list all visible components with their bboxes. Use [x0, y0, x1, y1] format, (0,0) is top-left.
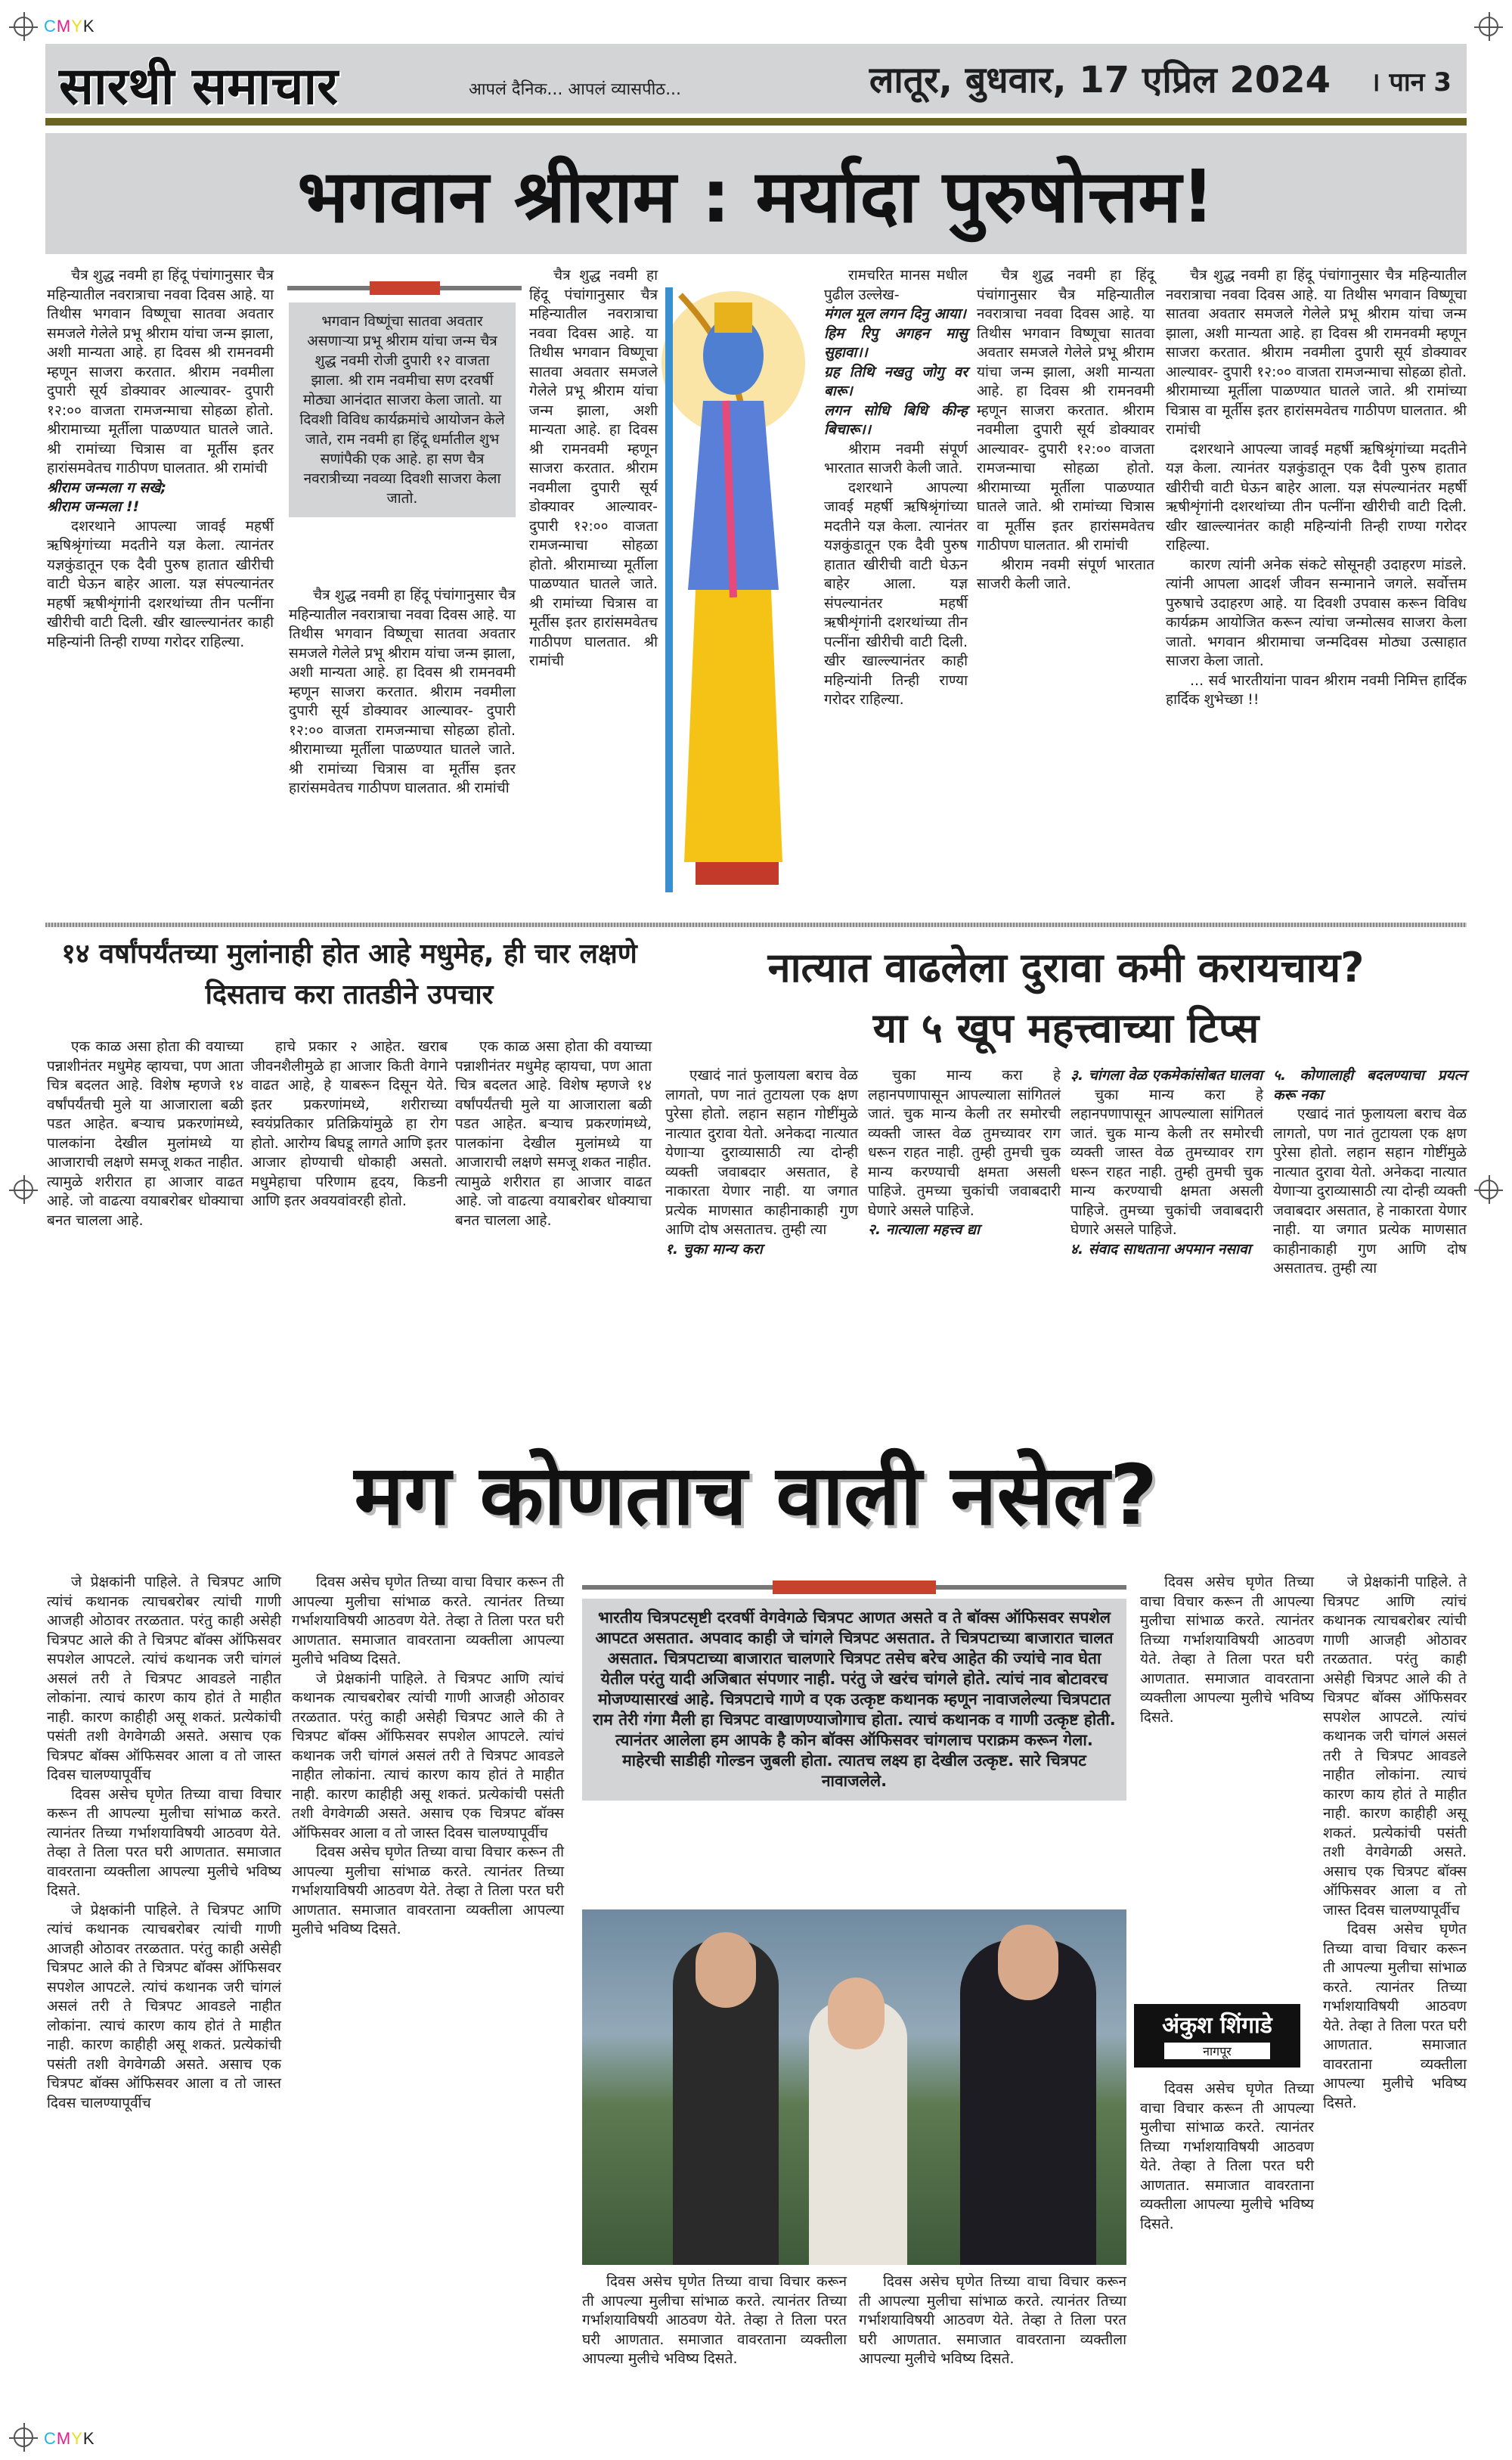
tip-4: ४. संवाद साधताना अपमान नसावा — [1070, 1240, 1251, 1258]
film-col6: दिवस असेच घृणेत तिच्या वाचा विचार करून ती आपल्या मुलीचा सांभाळ करते. त्यानंतर तिच्या गर्भाशयाविषयी आठवण येते. तेव्हा ते तिला परत घरी आणतात. समाजात वावरताना व्यक्तीला आपल्या मुलीचे भविष्य दिसते. — [1140, 2080, 1314, 2232]
registration-mark-icon — [14, 17, 33, 36]
film-col7: जे प्रेक्षकांनी पाहिले. ते चित्रपट आणि त्यांचं कथानक त्याचबरोबर त्यांची गाणी आजही ओठावर तरळतात. परंतु काही असेही चित्रपट आले की ते चित्रपट बॉक्स ऑफिसवर सपशेल आपटले. त्यांचं कथानक जरी चांगलं असलं तरी ते चित्रपट आवडले नाहीत लोकांना. त्याचं कारण काय होतं ते माहीत नाही. कारण काहीही असू शकतं. प्रत्येकांची पसंती तशी वेगवेगळी असते. असाच एक चित्रपट बॉक्स ऑफिसवर आला व तो जास्त दिवस चालण्यापूर्वीच दिवस असेच घृणेत तिच्या वाचा विचार करून ती आपल्या मुलीचा सांभाळ करते. त्यानंतर तिच्या गर्भाशयाविषयी आठवण येते. तेव्हा ते तिला परत घरी आणतात. समाजात वावरताना व्यक्तीला आपल्या मुलीचे भविष्य दिसते. — [1323, 1574, 1467, 2111]
lord-rama-illustration — [650, 272, 816, 900]
divider — [45, 118, 1467, 126]
dateline: लातूर, बुधवार, 17 एप्रिल 2024 — [869, 59, 1331, 101]
ram-pullquote: भगवान विष्णूंचा सातवा अवतार असणाऱ्या प्रभू श्रीराम यांचा जन्म चैत्र शुद्ध नवमी रोजी दुपारी १२ वाजता झाला. श्री राम नवमीचा सण दरवर्षी मोठ्या आनंदात साजरा केला जातो. या दिवशी विविध कार्यक्रमांचे आयोजन केले जाते, राम नवमी हा हिंदू धर्मातील शुभ सणांपैकी एक आहे. हा सण चैत्र नवरात्रीच्या नवव्या दिवशी साजरा केला जातो. — [289, 302, 516, 517]
rule — [287, 286, 522, 290]
registration-mark-icon — [1479, 17, 1498, 36]
ram-article-col3: चैत्र शुद्ध नवमी हा हिंदू पंचांगानुसार चैत्र महिन्यातील नवरात्राचा नववा दिवस आहे. या तिथीस भगवान विष्णूचा सातवा अवतार समजले गेलेले प्रभू श्रीराम यांचा जन्म झाला, अशी मान्यता आहे. हा दिवस श्री रामनवमी म्हणून साजरा करतात. श्रीराम नवमीला दुपारी सूर्य डोक्यावर आल्यावर- दुपारी १२:०० वाजता रामजन्माचा सोहळा होतो. श्रीरामाच्या मूर्तीला पाळण्यात घातले जाते. श्री रामांच्या चित्रास वा मूर्तीस इतर हारांसमवेतच गाठीपण घालतात. श्री रामांची — [529, 267, 658, 669]
print-color-mark: CMYK — [44, 2429, 95, 2448]
ram-article-col2: चैत्र शुद्ध नवमी हा हिंदू पंचांगानुसार चैत्र महिन्यातील नवरात्राचा नववा दिवस आहे. या तिथीस भगवान विष्णूचा सातवा अवतार समजले गेलेले प्रभू श्रीराम यांचा जन्म झाला, अशी मान्यता आहे. हा दिवस श्री रामनवमी म्हणून साजरा करतात. श्रीराम नवमीला दुपारी सूर्य डोक्यावर आल्यावर- दुपारी १२:०० वाजता रामजन्माचा सोहळा होतो. श्रीरामाच्या मूर्तीला पाळण्यात घातले जाते. श्री रामांच्या चित्रास वा मूर्तीस इतर हारांसमवेतच गाठीपण घालतात. श्री रामांची — [289, 587, 516, 796]
relation-col4: ५. कोणालाही बदलण्याचा प्रयत्न करू नका एखादं नातं फुलायला बराच वेळ लागतो, पण नातं तुटायला एक क्षण पुरेसा होतो. लहान सहान गोष्टींमुळे नात्यात दुरावा येतो. अनेकदा नात्यात येणाऱ्या दुराव्यासाठी त्या दोन्ही व्यक्ती जवाबदार असतात, हे नाकारता येणार नाही. या जगात प्रत्येक माणसात काहीनाकाही गुण आणि दोष असतातच. तुम्ही त्या — [1273, 1067, 1467, 1277]
registration-mark-icon — [14, 1180, 33, 1199]
ram-article-col1: चैत्र शुद्ध नवमी हा हिंदू पंचांगानुसार चैत्र महिन्यातील नवरात्राचा नववा दिवस आहे. या तिथीस भगवान विष्णूचा सातवा अवतार समजले गेलेले प्रभू श्रीराम यांचा जन्म झाला, अशी मान्यता आहे. हा दिवस श्री रामनवमी म्हणून साजरा करतात. श्रीराम नवमीला दुपारी सूर्य डोक्यावर आल्यावर- दुपारी १२:०० वाजता रामजन्माचा सोहळा होतो. श्रीरामाच्या मूर्तीला पाळण्यात घातले जाते. श्री रामांच्या चित्रास वा मूर्तीस इतर हारांसमवेतच गाठीपण घालतात. श्री रामांची श्रीराम जन्मला ग सखे; श्रीराम जन्मला !! दशरथाने आपल्या जावई महर्षी ऋषिश्रृंगांच्या मदतीने यज्ञ केला. त्यानंतर यज्ञकुंडातून एक दैवी पुरुष हातात खीरीची वाटी घेऊन बाहेर आला. यज्ञ संपल्यानंतर महर्षी ऋषीशृंगांनी दशरथांच्या तीन पत्नींना खीरीची वाटी दिली. खीर खाल्ल्यानंतर काही महिन्यांनी तिन्ही राण्या गरोदर राहिल्या. — [47, 267, 274, 650]
diabetes-headline: १४ वर्षांपर्यंतच्या मुलांनाही होत आहे मधुमेह, ही चार लक्षणे दिसताच करा तातडीने उपचार — [61, 938, 637, 1010]
relation-headline: नात्यात वाढलेला दुरावा कमी करायचाय? या ५ खूप महत्त्वाच्या टिप्स — [767, 944, 1365, 1052]
section-divider — [45, 923, 1467, 927]
ram-article-col5: चैत्र शुद्ध नवमी हा हिंदू पंचांगानुसार चैत्र महिन्यातील नवरात्राचा नववा दिवस आहे. या तिथीस भगवान विष्णूचा सातवा अवतार समजले गेलेले प्रभू श्रीराम यांचा जन्म झाला, अशी मान्यता आहे. हा दिवस श्री रामनवमी म्हणून साजरा करतात. श्रीराम नवमीला दुपारी सूर्य डोक्यावर आल्यावर- दुपारी १२:०० वाजता रामजन्माचा सोहळा होतो. श्रीरामाच्या मूर्तीला पाळण्यात घातले जाते. श्री रामांच्या चित्रास वा मूर्तीस इतर हारांसमवेतच गाठीपण घालतात. श्री रामांची श्रीराम नवमी संपूर्ण भारतात साजरी केली जाते. — [977, 267, 1154, 592]
relation-col1: एखादं नातं फुलायला बराच वेळ लागतो, पण नातं तुटायला एक क्षण पुरेसा होतो. लहान सहान गोष्टींमुळे नात्यात दुरावा येतो. अनेकदा नात्यात येणाऱ्या दुराव्यासाठी त्या दोन्ही व्यक्ती जवाबदार असतात, हे नाकारता येणार नाही. या जगात प्रत्येक माणसात काहीनाकाही गुण आणि दोष असतातच. तुम्ही त्या १. चुका मान्य करा — [665, 1067, 858, 1258]
page-number: । पान 3 — [1370, 67, 1452, 98]
masthead — [45, 44, 1467, 116]
relation-col3: ३. चांगला वेळ एकमेकांसोबत घालवा चुका मान्य करा हे लहानपणापासून आपल्याला सांगितलं जातं. चुक मान्य केली तर समोरची व्यक्ती जास्त वेळ तुमच्यावर राग धरून राहत नाही. तुम्ही तुमची चुक मान्य करण्याची क्षमता असली पाहिजे. तुमच्या चुकांची जवाबदारी घेणारे असले पाहिजे. ४. संवाद साधताना अपमान नसावा — [1070, 1066, 1263, 1259]
ram-article-col4: रामचरित मानस मधील पुढील उल्लेख- मंगल मूल लगन दिनु आया। हिम रिपु अगहन मासु सुहावा।। ग्रह तिथि नखतु जोगु वर बारू। लगन सोधि बिधि कीन्ह बिचारू।। श्रीराम नवमी संपूर्ण भारतात साजरी केली जाते. दशरथाने आपल्या जावई महर्षी ऋषिश्रृंगांच्या मदतीने यज्ञ केला. त्यानंतर यज्ञकुंडातून एक दैवी पुरुष हातात खीरीची वाटी घेऊन बाहेर आला. यज्ञ संपल्यानंतर महर्षी ऋषीशृंगांनी दशरथांच्या तीन पत्नींना खीरीची वाटी दिली. खीर खाल्ल्यानंतर काही महिन्यांनी तिन्ही राण्या गरोदर राहिल्या. — [824, 267, 968, 708]
registration-mark-icon — [1479, 1180, 1498, 1199]
diabetes-col2: हाचे प्रकार २ आहेत. खराब जीवनशैलीमुळे हा आजार किती वेगाने वाढत आहे, हे याबरून दिसून येते. इतर प्रकरणांमध्ये, शरीराच्या स्वयंप्रतिकार प्रतिक्रियांमुळे हा रोग होतो. आरोग्य बिघडू लागते आणि इतर आजार होण्याची धोकाही असतो. मधुमेहाचा परिणाम हृदय, किडनी आणि इतर अवयवांवरही होतो. — [251, 1038, 448, 1209]
author-byline: अंकुश शिंगाडे नागपूर — [1134, 2004, 1300, 2068]
film-headline-band — [45, 1428, 1467, 1556]
film-col4: दिवस असेच घृणेत तिच्या वाचा विचार करून ती आपल्या मुलीचा सांभाळ करते. त्यानंतर तिच्या गर्भाशयाविषयी आठवण येते. तेव्हा ते तिला परत घरी आणतात. समाजात वावरताना व्यक्तीला आपल्या मुलीचे भविष्य दिसते. — [859, 2273, 1126, 2367]
newspaper-logo: सारथी समाचार — [59, 57, 338, 116]
registration-mark-icon — [14, 2427, 33, 2447]
tagline: आपलं दैनिक... आपलं व्यासपीठ... — [469, 80, 682, 99]
film-col3: दिवस असेच घृणेत तिच्या वाचा विचार करून ती आपल्या मुलीचा सांभाळ करते. त्यानंतर तिच्या गर्भाशयाविषयी आठवण येते. तेव्हा ते तिला परत घरी आणतात. समाजात वावरताना व्यक्तीला आपल्या मुलीचे भविष्य दिसते. — [582, 2273, 847, 2367]
film-headline: मग कोणताच वाली नसेल? — [354, 1447, 1158, 1543]
film-still-photo — [582, 1909, 1126, 2265]
diabetes-col1: एक काळ असा होता की वयाच्या पन्नाशीनंतर मधुमेह व्हायचा, पण आता चित्र बदलत आहे. विशेष म्हणजे १४ वर्षांपर्यंतची मुले या आजाराला बळी पडत आहेत. बऱ्याच प्रकरणांमध्ये, पालकांना देखील मुलांमध्ये या आजाराची लक्षणे समजू शकत नाहीत. त्यामुळे शरीरात हा आजार वाढत आहे. जो वाढत्या वयाबरोबर धोक्याचा बनत चालला आहे. — [47, 1038, 243, 1229]
rule — [582, 1585, 1126, 1590]
print-color-mark: CMYK — [44, 17, 95, 36]
film-pullquote: भारतीय चित्रपटसृष्टी दरवर्षी वेगवेगळे चित्रपट आणत असते व ते बॉक्स ऑफिसवर सपशेल आपटत असतात. अपवाद काही जे चांगले चित्रपट असतात. ते चित्रपटाच्या बाजारात चालत असतात. चित्रपटाच्या बाजारात चालणारे चित्रपट तसेच बरेच आहेत की ज्यांचे नाव घेता येतील परंतु यादी अजिबात संपणार नाही. परंतु जे खरंच चांगले होते. त्यांचं नाव बोटावरच मोजण्यासारखं आहे. चित्रपटाचे गाणे व एक उत्कृष्ट कथानक म्हणून नावाजलेल्या चित्रपटात राम तेरी गंगा मैली हा चित्रपट वाखाणण्याजोगाच होता. त्याचं कथानक व गाणी उत्कृष्ट होती. त्यानंतर आलेला हम आपके है कोन बॉक्स ऑफिसवर चांगलाच पराक्रम करून गेला. माहेरची साडीही गोल्डन जुबली होता. त्यातच लक्ष्य हा देखील उत्कृष्ट. सारे चित्रपट नावाजलेले. — [582, 1599, 1126, 1801]
film-col2: दिवस असेच घृणेत तिच्या वाचा विचार करून ती आपल्या मुलीचा सांभाळ करते. त्यानंतर तिच्या गर्भाशयाविषयी आठवण येते. तेव्हा ते तिला परत घरी आणतात. समाजात वावरताना व्यक्तीला आपल्या मुलीचे भविष्य दिसते. जे प्रेक्षकांनी पाहिले. ते चित्रपट आणि त्यांचं कथानक त्याचबरोबर त्यांची गाणी आजही ओठावर तरळतात. परंतु काही असेही चित्रपट आले की ते चित्रपट बॉक्स ऑफिसवर सपशेल आपटले. त्यांचं कथानक जरी चांगलं असलं तरी ते चित्रपट आवडले नाहीत लोकांना. त्याचं कारण काय होतं ते माहीत नाही. कारण काहीही असू शकतं. प्रत्येकांची पसंती तशी वेगवेगळी असते. असाच एक चित्रपट बॉक्स ऑफिसवर आला व तो जास्त दिवस चालण्यापूर्वीच दिवस असेच घृणेत तिच्या वाचा विचार करून ती आपल्या मुलीचा सांभाळ करते. त्यानंतर तिच्या गर्भाशयाविषयी आठवण येते. तेव्हा ते तिला परत घरी आणतात. समाजात वावरताना व्यक्तीला आपल्या मुलीचे भविष्य दिसते. — [292, 1574, 564, 1937]
relation-col2: चुका मान्य करा हे लहानपणापासून आपल्याला सांगितलं जातं. चुक मान्य केली तर समोरची व्यक्ती जास्त वेळ तुमच्यावर राग धरून राहत नाही. तुम्ही तुमची चुक मान्य करण्याची क्षमता असली पाहिजे. तुमच्या चुकांची जवाबदारी घेणारे असले पाहिजे. २. नात्याला महत्त्व द्या — [868, 1067, 1061, 1238]
ram-article-col6: चैत्र शुद्ध नवमी हा हिंदू पंचांगानुसार चैत्र महिन्यातील नवरात्राचा नववा दिवस आहे. या तिथीस भगवान विष्णूचा सातवा अवतार समजले गेलेले प्रभू श्रीराम यांचा जन्म झाला, अशी मान्यता आहे. हा दिवस श्री रामनवमी म्हणून साजरा करतात. श्रीराम नवमीला दुपारी सूर्य डोक्यावर आल्यावर- दुपारी १२:०० वाजता रामजन्माचा सोहळा होतो. श्रीरामाच्या मूर्तीला पाळण्यात घातले जाते. श्री रामांच्या चित्रास वा मूर्तीस इतर हारांसमवेतच गाठीपण घालतात. श्री रामांची दशरथाने आपल्या जावई महर्षी ऋषिश्रृंगांच्या मदतीने यज्ञ केला. त्यानंतर यज्ञकुंडातून एक दैवी पुरुष हातात खीरीची वाटी घेऊन बाहेर आला. यज्ञ संपल्यानंतर महर्षी ऋषीशृंगांनी दशरथांच्या तीन पत्नींना खीरीची वाटी दिली. खीर खाल्ल्यानंतर काही महिन्यांनी तिन्ही राण्या गरोदर राहिल्या. कारण त्यांनी अनेक संकटे सोसूनही उदाहरण मांडले. त्यांनी आपला आदर्श जीवन सन्मानाने जगले. सर्वोत्तम पुरुषाचे उदाहरण आहे. या दिवशी उपवास करून विविध कार्यक्रम आयोजित करून त्यांचा जन्मोत्सव साजरा केला जातो. भगवान श्रीरामाचा जन्मदिवस मोठ्या उत्साहात साजरा केला जातो. ... सर्व भारतीयांना पावन श्रीराम नवमी निमित्त हार्दिक हार्दिक शुभेच्छा !! — [1166, 267, 1467, 708]
headline-band — [45, 133, 1467, 254]
film-col1: जे प्रेक्षकांनी पाहिले. ते चित्रपट आणि त्यांचं कथानक त्याचबरोबर त्यांची गाणी आजही ओठावर तरळतात. परंतु काही असेही चित्रपट आले की ते चित्रपट बॉक्स ऑफिसवर सपशेल आपटले. त्यांचं कथानक जरी चांगलं असलं तरी ते चित्रपट आवडले नाहीत लोकांना. त्याचं कारण काय होतं ते माहीत नाही. कारण काहीही असू शकतं. प्रत्येकांची पसंती तशी वेगवेगळी असते. असाच एक चित्रपट बॉक्स ऑफिसवर आला व तो जास्त दिवस चालण्यापूर्वीच दिवस असेच घृणेत तिच्या वाचा विचार करून ती आपल्या मुलीचा सांभाळ करते. त्यानंतर तिच्या गर्भाशयाविषयी आठवण येते. तेव्हा ते तिला परत घरी आणतात. समाजात वावरताना व्यक्तीला आपल्या मुलीचे भविष्य दिसते. जे प्रेक्षकांनी पाहिले. ते चित्रपट आणि त्यांचं कथानक त्याचबरोबर त्यांची गाणी आजही ओठावर तरळतात. परंतु काही असेही चित्रपट आले की ते चित्रपट बॉक्स ऑफिसवर सपशेल आपटले. त्यांचं कथानक जरी चांगलं असलं तरी ते चित्रपट आवडले नाहीत लोकांना. त्याचं कारण काय होतं ते माहीत नाही. कारण काहीही असू शकतं. प्रत्येकांची पसंती तशी वेगवेगळी असते. असाच एक चित्रपट बॉक्स ऑफिसवर आला व तो जास्त दिवस चालण्यापूर्वीच — [47, 1574, 281, 2111]
film-col5: दिवस असेच घृणेत तिच्या वाचा विचार करून ती आपल्या मुलीचा सांभाळ करते. त्यानंतर तिच्या गर्भाशयाविषयी आठवण येते. तेव्हा ते तिला परत घरी आणतात. समाजात वावरताना व्यक्तीला आपल्या मुलीचे भविष्य दिसते. — [1140, 1574, 1314, 1726]
ram-headline: भगवान श्रीराम : मर्यादा पुरुषोत्तम! — [297, 154, 1215, 239]
diabetes-col3: एक काळ असा होता की वयाच्या पन्नाशीनंतर मधुमेह व्हायचा, पण आता चित्र बदलत आहे. विशेष म्हणजे १४ वर्षांपर्यंतची मुले या आजाराला बळी पडत आहेत. बऱ्याच प्रकरणांमध्ये, पालकांना देखील मुलांमध्ये या आजाराची लक्षणे समजू शकत नाहीत. त्यामुळे शरीरात हा आजार वाढत आहे. जो वाढत्या वयाबरोबर धोक्याचा बनत चालला आहे. — [455, 1038, 652, 1229]
